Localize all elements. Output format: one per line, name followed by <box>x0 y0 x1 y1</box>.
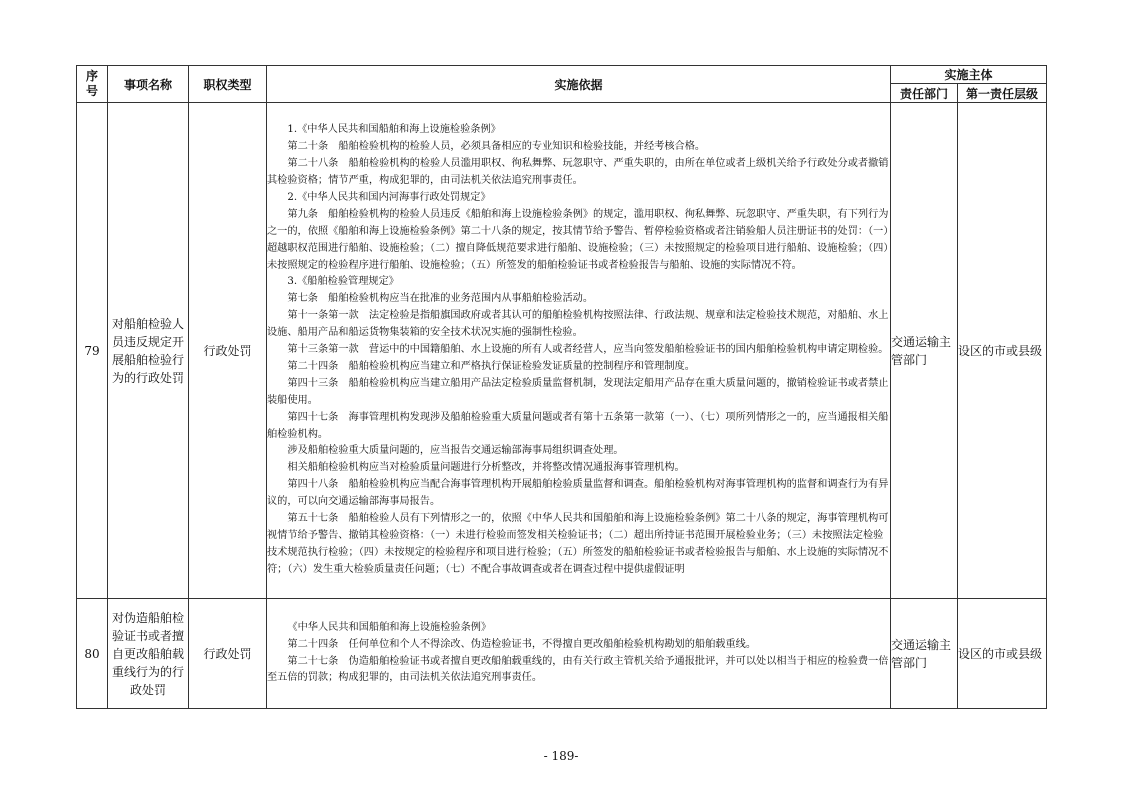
row-item-name: 对伪造船舶检验证书或者擅自更改船舶载重线行为的行政处罚 <box>108 599 189 709</box>
basis-paragraph: 第二十四条 任何单位和个人不得涂改、伪造检验证书，不得擅自更改船舶检验机构勘划的船舶载重线。 <box>287 638 757 650</box>
basis-paragraph: 1.《中华人民共和国船舶和海上设施检验条例》 <box>287 124 501 136</box>
basis-paragraph: 第二十条 船舶检验机构的检验人员，必须具备相应的专业知识和检验技能，并经考核合格。 <box>287 141 706 153</box>
row-basis <box>267 599 891 709</box>
basis-paragraph: 第二十七条 伪造船舶检验证书或者擅自更改船舶载重线的，由有关行政主管机关给予通报批评，并可以处以相当于相应的检验费一倍至五倍的罚款；构成犯罪的，由司法机关依法追究刑事责任。 <box>267 655 889 684</box>
row-power-type: 行政处罚 <box>189 599 267 709</box>
row-responsible-dept: 交通运输主管部门 <box>891 599 958 709</box>
header-type: 职权类型 <box>189 66 267 103</box>
basis-paragraph: 第二十四条 船舶检验机构应当建立和严格执行保证检验发证质量的控制程序和管理制度。 <box>287 360 695 372</box>
basis-paragraph: 第四十七条 海事管理机构发现涉及船舶检验重大质量问题或者有第十五条第一款第（一）、（七）项所列情形之一的，应当通报相关船舶检验机构。 <box>267 411 889 440</box>
basis-paragraph: 相关船舶检验机构应当对检验质量问题进行分析整改，并将整改情况通报海事管理机构。 <box>287 462 685 474</box>
table-row <box>77 103 1047 599</box>
row-seq: 80 <box>77 599 108 709</box>
basis-paragraph: 第十三条第一款 营运中的中国籍船舶、水上设施的所有人或者经营人，应当向签发船舶检验证书的国内船舶检验机构申请定期检验。 <box>287 344 889 356</box>
basis-paragraph: 2.《中华人民共和国内河海事行政处罚规定》 <box>287 191 491 203</box>
row-responsibility-level: 设区的市或县级 <box>958 103 1047 599</box>
header-dept: 责任部门 <box>891 84 958 103</box>
basis-paragraph: 第二十八条 船舶检验机构的检验人员滥用职权、徇私舞弊、玩忽职守、严重失职的，由所在单位或者上级机关给予行政处分或者撤销其检验资格；情节严重，构成犯罪的，由司法机关依法追究刑事责任。 <box>267 158 889 186</box>
basis-paragraph: 3.《船舶检验管理规定》 <box>287 276 399 288</box>
basis-paragraph: 《中华人民共和国船舶和海上设施检验条例》 <box>287 621 492 633</box>
header-seq: 序 号 <box>77 66 108 103</box>
basis-paragraph: 第十一条第一款 法定检验是指船旗国政府或者其认可的船舶检验机构按照法律、行政法规、规章和法定检验技术规范，对船舶、水上设施、船用产品和船运货物集装箱的安全技术状况实施的强制性检验。 <box>267 310 889 339</box>
row-basis <box>267 103 891 599</box>
header-subject: 实施主体 <box>891 66 1047 84</box>
header-level: 第一责任层级 <box>958 84 1047 103</box>
row-power-type: 行政处罚 <box>189 103 267 599</box>
page-number: - 189- <box>543 749 579 763</box>
row-item-name: 对船舶检验人员违反规定开展船舶检验行为的行政处罚 <box>108 103 189 599</box>
header-name: 事项名称 <box>108 66 189 103</box>
header-basis: 实施依据 <box>267 66 891 103</box>
row-seq: 79 <box>77 103 108 599</box>
basis-paragraph: 第七条 船舶检验机构应当在批准的业务范围内从事船舶检验活动。 <box>287 293 594 305</box>
basis-paragraph: 涉及船舶检验重大质量问题的，应当报告交通运输部海事局组织调查处理。 <box>287 445 624 457</box>
basis-paragraph: 第九条 船舶检验机构的检验人员违反《船舶和海上设施检验条例》的规定，滥用职权、徇私舞弊、玩忽职守、严重失职，有下列行为之一的，依照《船舶和海上设施检验条例》第二十八条的规定，按其情节给予警告、暂停检验资格或者注销验船人员注册证书的处罚：（一）超越职权范围进行船舶、设施检验；（二）擅自降低规范要求进行船舶、设施检验；（三）未按照规定的检验项目进行船舶、设施检验；（四）未按照规定的检验程序进行船舶、设施检验；（五）所签发的船舶检验证书或者检验报告与船舶、设施的实际情况不符。 <box>267 208 889 271</box>
row-responsible-dept: 交通运输主管部门 <box>891 103 958 599</box>
row-responsibility-level: 设区的市或县级 <box>958 599 1047 709</box>
header-row-top <box>77 66 1047 84</box>
enforcement-table <box>76 65 1047 709</box>
basis-paragraph: 第五十七条 船舶检验人员有下列情形之一的，依照《中华人民共和国船舶和海上设施检验条例》第二十八条的规定，海事管理机构可视情节给予警告、撤销其检验资格：（一）未进行检验而签发相关检验证书；（二）超出所持证书范围开展检验业务；（三）未按照法定检验技术规范执行检验；（四）未按规定的检验程序和项目进行检验；（五）所签发的船舶检验证书或者检验报告与船舶、水上设施的实际情况不符；（六）发生重大检验质量责任问题；（七）不配合事故调查或者在调查过程中提供虚假证明 <box>267 513 889 575</box>
basis-paragraph: 第四十三条 船舶检验机构应当建立船用产品法定检验质量监督机制，发现法定船用产品存在重大质量问题的，撤销检验证书或者禁止装船使用。 <box>267 377 889 406</box>
table-row <box>77 599 1047 709</box>
basis-paragraph: 第四十八条 船舶检验机构应当配合海事管理机构开展船舶检验质量监督和调查。船舶检验机构对海事管理机构的监督和调查行为有异议的，可以向交通运输部海事局报告。 <box>267 479 889 508</box>
